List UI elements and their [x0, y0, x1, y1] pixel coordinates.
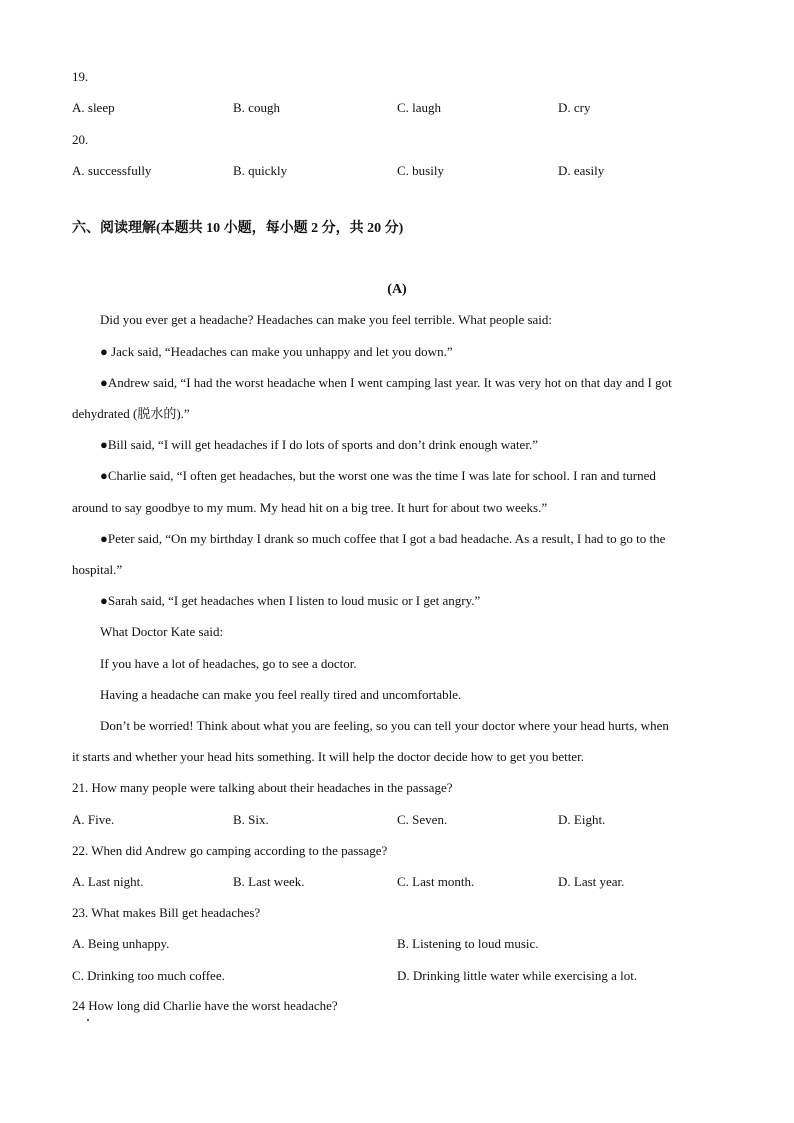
- passage-doctor-heading: What Doctor Kate said:: [100, 624, 224, 639]
- q21-option-c: C. Seven.: [397, 812, 448, 827]
- passage-doctor-advice-2: Having a headache can make you feel really tired and uncomfortable.: [100, 687, 462, 702]
- passage-doctor-advice-3-line1: Don’t be worried! Think about what you are feeling, so you can tell your doctor where your head hurts, when: [100, 718, 669, 733]
- passage-charlie-line1: ●Charlie said, “I often get headaches, but the worst one was the time I was late for school. I ran and turned: [100, 468, 656, 483]
- q20-option-a: A. successfully: [72, 163, 152, 178]
- q21-option-b: B. Six.: [233, 812, 269, 827]
- stray-dot-mark: [87, 1019, 89, 1021]
- passage-doctor-advice-1: If you have a lot of headaches, go to see a doctor.: [100, 656, 357, 671]
- q23-option-a: A. Being unhappy.: [72, 936, 170, 951]
- question-22-stem: 22. When did Andrew go camping according to the passage?: [72, 843, 388, 858]
- q22-option-a: A. Last night.: [72, 874, 144, 889]
- q23-option-b: B. Listening to loud music.: [397, 936, 539, 951]
- q21-option-a: A. Five.: [72, 812, 115, 827]
- q20-option-d: D. easily: [558, 163, 605, 178]
- q19-option-a: A. sleep: [72, 100, 115, 115]
- q20-option-b: B. quickly: [233, 163, 288, 178]
- passage-peter-line1: ●Peter said, “On my birthday I drank so much coffee that I got a bad headache. As a result, I had to go to the: [100, 531, 666, 546]
- q19-option-d: D. cry: [558, 100, 591, 115]
- passage-intro: Did you ever get a headache? Headaches can make you feel terrible. What people said:: [100, 312, 553, 327]
- passage-andrew-line2: dehydrated (脱水的).”: [72, 406, 190, 421]
- question-19-number: 19.: [72, 69, 89, 84]
- passage-bill: ●Bill said, “I will get headaches if I do lots of sports and don’t drink enough water.”: [100, 437, 538, 452]
- question-20-number: 20.: [72, 132, 89, 147]
- q23-option-c: C. Drinking too much coffee.: [72, 968, 225, 983]
- passage-andrew-line1: ●Andrew said, “I had the worst headache when I went camping last year. It was very hot on that day and I got: [100, 375, 672, 390]
- passage-label: (A): [387, 282, 407, 297]
- passage-jack: ● Jack said, “Headaches can make you unhappy and let you down.”: [100, 344, 453, 359]
- passage-charlie-line2: around to say goodbye to my mum. My head hit on a big tree. It hurt for about two weeks.”: [72, 500, 548, 515]
- q19-option-c: C. laugh: [397, 100, 442, 115]
- question-24-stem: 24 How long did Charlie have the worst headache?: [72, 998, 338, 1013]
- q19-option-b: B. cough: [233, 100, 280, 115]
- q23-option-d: D. Drinking little water while exercising a lot.: [397, 968, 638, 983]
- question-23-stem: 23. What makes Bill get headaches?: [72, 905, 261, 920]
- passage-sarah: ●Sarah said, “I get headaches when I listen to loud music or I get angry.”: [100, 593, 481, 608]
- passage-peter-line2: hospital.”: [72, 562, 123, 577]
- passage-doctor-advice-3-line2: it starts and whether your head hits something. It will help the doctor decide how to get you better.: [72, 749, 584, 764]
- q20-option-c: C. busily: [397, 163, 444, 178]
- q22-option-b: B. Last week.: [233, 874, 305, 889]
- q21-option-d: D. Eight.: [558, 812, 606, 827]
- question-21-stem: 21. How many people were talking about their headaches in the passage?: [72, 780, 453, 795]
- section-title: 六、阅读理解(本题共 10 小题，每小题 2 分，共 20 分): [72, 221, 404, 236]
- q22-option-c: C. Last month.: [397, 874, 475, 889]
- q22-option-d: D. Last year.: [558, 874, 625, 889]
